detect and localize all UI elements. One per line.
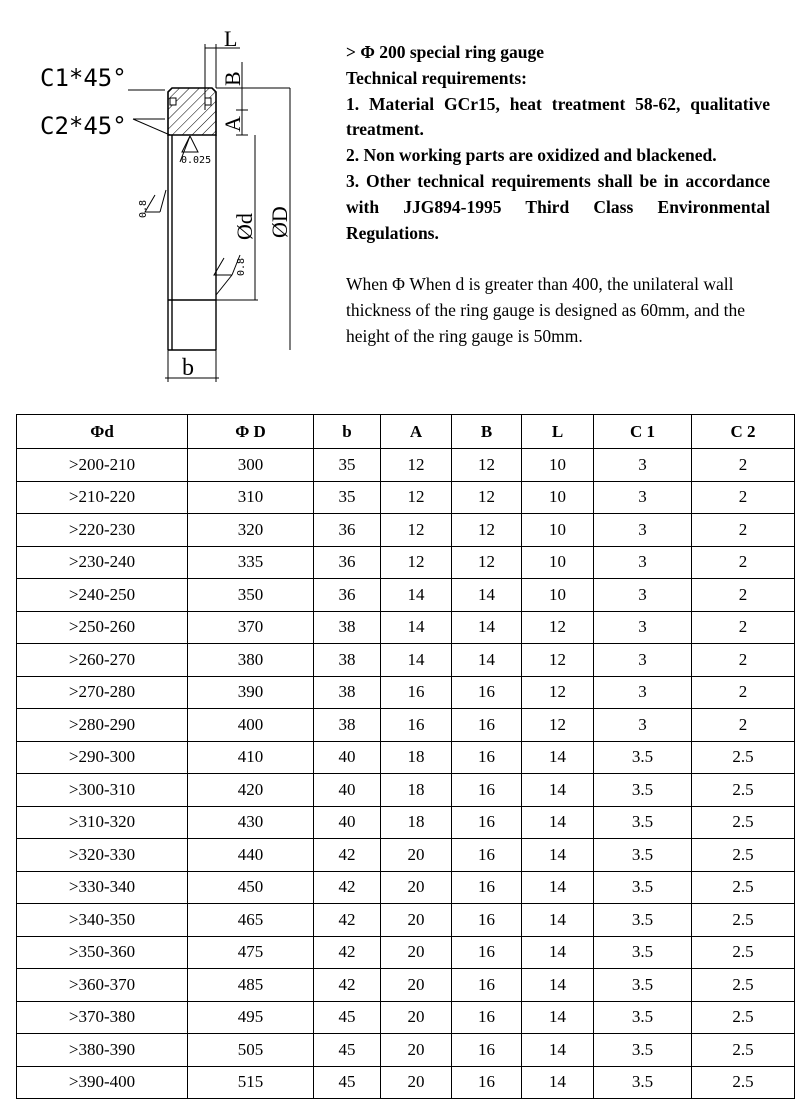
table-cell: 16 [452,969,522,1002]
table-cell: 3 [594,611,692,644]
table-cell: >380-390 [17,1034,188,1067]
table-row [17,546,795,579]
table-cell: 12 [381,546,452,579]
ring-cross-section [168,88,216,135]
table-cell: 2.5 [692,806,795,839]
roughness-value-right: 0.8 [236,257,247,276]
table-cell: >390-400 [17,1066,188,1099]
table-cell: 40 [314,806,381,839]
table-cell: 14 [522,904,594,937]
technical-requirements [346,40,770,349]
table-cell: 20 [381,1001,452,1034]
table-cell: 3 [594,481,692,514]
table-cell: >330-340 [17,871,188,904]
table-cell: 2.5 [692,839,795,872]
table-cell: 20 [381,904,452,937]
table-cell: 3 [594,546,692,579]
table-cell: 380 [188,644,314,677]
table-cell: 14 [522,1066,594,1099]
header-col-c1: C 1 [594,415,692,449]
header-col-a: A [381,415,452,449]
table-cell: >370-380 [17,1001,188,1034]
table-cell: 16 [452,1001,522,1034]
table-cell: 18 [381,741,452,774]
table-row [17,806,795,839]
table-cell: 42 [314,904,381,937]
table-cell: 440 [188,839,314,872]
spec-table [16,414,795,1099]
table-cell: 14 [522,969,594,1002]
table-cell: >200-210 [17,449,188,482]
table-cell: 16 [452,741,522,774]
table-cell: 14 [522,741,594,774]
table-cell: 335 [188,546,314,579]
header-col-d-outer: Φ D [188,415,314,449]
table-cell: 2.5 [692,871,795,904]
table-cell: 505 [188,1034,314,1067]
table-row [17,481,795,514]
table-cell: 450 [188,871,314,904]
table-cell: 12 [381,481,452,514]
table-cell: 3.5 [594,839,692,872]
table-cell: 10 [522,449,594,482]
table-cell: >350-360 [17,936,188,969]
table-header-row [17,415,795,449]
table-cell: 2 [692,644,795,677]
table-cell: >270-280 [17,676,188,709]
table-cell: 2 [692,449,795,482]
requirement-item-1: 1. Material GCr15, heat treatment 58-62, qualitative treatment. [346,93,770,140]
header-col-c2: C 2 [692,415,795,449]
table-cell: 20 [381,969,452,1002]
table-cell: 14 [452,611,522,644]
dim-d-outer-label: ØD [267,206,292,238]
table-row [17,449,795,482]
table-cell: 2.5 [692,1066,795,1099]
roughness-value-left: 0.8 [138,199,149,218]
tolerance-value: 0.025 [181,155,212,166]
table-row [17,871,795,904]
table-cell: 14 [522,1034,594,1067]
table-cell: 3.5 [594,1034,692,1067]
table-row [17,936,795,969]
table-cell: 16 [452,676,522,709]
table-cell: 3 [594,579,692,612]
table-cell: 12 [381,449,452,482]
table-cell: 3.5 [594,871,692,904]
table-cell: 38 [314,611,381,644]
table-cell: >310-320 [17,806,188,839]
table-cell: 14 [522,936,594,969]
table-cell: 14 [522,1001,594,1034]
table-row [17,579,795,612]
table-cell: 2 [692,709,795,742]
table-cell: 12 [452,546,522,579]
table-row [17,1034,795,1067]
table-cell: 420 [188,774,314,807]
table-cell: 3 [594,644,692,677]
dim-a-upper-label: A [220,116,245,132]
table-cell: 3.5 [594,1001,692,1034]
header-col-l: L [522,415,594,449]
table-cell: 16 [452,839,522,872]
table-cell: 3.5 [594,969,692,1002]
table-cell: 12 [522,611,594,644]
table-cell: 16 [381,709,452,742]
header-col-b-upper: B [452,415,522,449]
table-row [17,709,795,742]
table-cell: 3 [594,709,692,742]
table-cell: 2.5 [692,774,795,807]
table-row [17,611,795,644]
table-cell: 40 [314,741,381,774]
table-cell: 2.5 [692,1001,795,1034]
table-cell: 10 [522,481,594,514]
table-cell: 2.5 [692,1034,795,1067]
table-cell: 20 [381,839,452,872]
table-row [17,1066,795,1099]
table-cell: 475 [188,936,314,969]
table-cell: 300 [188,449,314,482]
ring-body-outline [168,135,216,350]
table-cell: 485 [188,969,314,1002]
table-cell: 40 [314,774,381,807]
table-cell: 14 [522,871,594,904]
table-cell: 465 [188,904,314,937]
table-cell: 2 [692,546,795,579]
chamfer-c1-label: C1*45° [40,64,127,92]
table-cell: 35 [314,449,381,482]
table-cell: 12 [522,676,594,709]
table-cell: 2.5 [692,904,795,937]
table-cell: 36 [314,579,381,612]
table-cell: 2.5 [692,936,795,969]
table-cell: 38 [314,676,381,709]
table-cell: 38 [314,644,381,677]
table-cell: 3 [594,449,692,482]
table-cell: >250-260 [17,611,188,644]
table-row [17,676,795,709]
table-cell: 42 [314,871,381,904]
table-cell: 2 [692,611,795,644]
table-row [17,644,795,677]
table-cell: 3.5 [594,904,692,937]
table-cell: 16 [452,1066,522,1099]
table-cell: 20 [381,936,452,969]
table-cell: 14 [381,579,452,612]
table-cell: 400 [188,709,314,742]
table-cell: >210-220 [17,481,188,514]
table-cell: 3 [594,514,692,547]
table-row [17,514,795,547]
table-cell: 14 [381,644,452,677]
table-cell: 3.5 [594,741,692,774]
table-cell: 45 [314,1066,381,1099]
table-cell: 370 [188,611,314,644]
table-cell: >300-310 [17,774,188,807]
table-cell: 14 [522,839,594,872]
table-cell: 2 [692,481,795,514]
table-cell: 320 [188,514,314,547]
table-cell: 45 [314,1001,381,1034]
table-row [17,774,795,807]
table-cell: 3 [594,676,692,709]
table-cell: 10 [522,546,594,579]
table-row [17,741,795,774]
table-cell: 2 [692,514,795,547]
dim-b-upper-label: B [220,71,245,86]
table-cell: >290-300 [17,741,188,774]
table-cell: 2 [692,579,795,612]
table-row [17,904,795,937]
table-cell: 2.5 [692,741,795,774]
table-cell: 2 [692,676,795,709]
table-cell: 16 [452,1034,522,1067]
dim-b-lower-label: b [182,355,194,381]
table-cell: 12 [522,709,594,742]
table-row [17,839,795,872]
table-cell: 36 [314,546,381,579]
table-cell: 12 [452,449,522,482]
table-cell: 10 [522,579,594,612]
table-cell: 35 [314,481,381,514]
table-cell: 12 [452,514,522,547]
table-cell: 515 [188,1066,314,1099]
header-col-d-inner: Φd [17,415,188,449]
table-cell: 14 [452,579,522,612]
table-cell: >260-270 [17,644,188,677]
table-cell: 20 [381,871,452,904]
table-cell: 430 [188,806,314,839]
table-cell: 14 [452,644,522,677]
table-cell: 42 [314,839,381,872]
table-cell: >320-330 [17,839,188,872]
table-cell: 2.5 [692,969,795,1002]
table-cell: 10 [522,514,594,547]
table-cell: 16 [452,709,522,742]
table-cell: 20 [381,1066,452,1099]
table-cell: 12 [452,481,522,514]
table-row [17,1001,795,1034]
table-cell: 310 [188,481,314,514]
chamfer-c2-label: C2*45° [40,112,127,140]
table-cell: 3.5 [594,774,692,807]
design-note: When Φ When d is greater than 400, the unilateral wall thickness of the ring gauge is designed as 60mm, and the height of the ring gauge is 50mm. [346,274,746,347]
table-cell: 390 [188,676,314,709]
table-cell: >360-370 [17,969,188,1002]
table-cell: >240-250 [17,579,188,612]
table-cell: 16 [452,871,522,904]
requirement-item-3: 3. Other technical requirements shall be in accordance with JJG894-1995 Third Class Environmental Regulations. [346,170,770,243]
dim-l-label: L [224,26,238,51]
table-cell: 14 [381,611,452,644]
table-cell: 45 [314,1034,381,1067]
table-cell: 42 [314,969,381,1002]
dim-d-inner-label: Ød [232,213,257,240]
table-cell: 36 [314,514,381,547]
table-cell: 3.5 [594,806,692,839]
table-cell: 3.5 [594,936,692,969]
table-cell: >280-290 [17,709,188,742]
table-cell: 12 [381,514,452,547]
requirements-subtitle: Technical requirements: [346,67,527,88]
table-cell: >230-240 [17,546,188,579]
table-cell: 38 [314,709,381,742]
gauge-heading: > Φ 200 special ring gauge [346,42,545,62]
requirement-item-2: 2. Non working parts are oxidized and blackened. [346,145,717,166]
table-cell: >220-230 [17,514,188,547]
table-cell: >340-350 [17,904,188,937]
table-cell: 14 [522,806,594,839]
ring-gauge-drawing [0,0,340,400]
table-cell: 495 [188,1001,314,1034]
table-cell: 16 [452,774,522,807]
table-cell: 350 [188,579,314,612]
header-col-b: b [314,415,381,449]
table-row [17,969,795,1002]
table-cell: 18 [381,774,452,807]
table-cell: 42 [314,936,381,969]
table-cell: 16 [452,936,522,969]
table-cell: 12 [522,644,594,677]
table-cell: 410 [188,741,314,774]
table-cell: 16 [452,806,522,839]
table-cell: 14 [522,774,594,807]
table-cell: 16 [452,904,522,937]
table-cell: 20 [381,1034,452,1067]
table-cell: 3.5 [594,1066,692,1099]
table-cell: 16 [381,676,452,709]
table-cell: 18 [381,806,452,839]
